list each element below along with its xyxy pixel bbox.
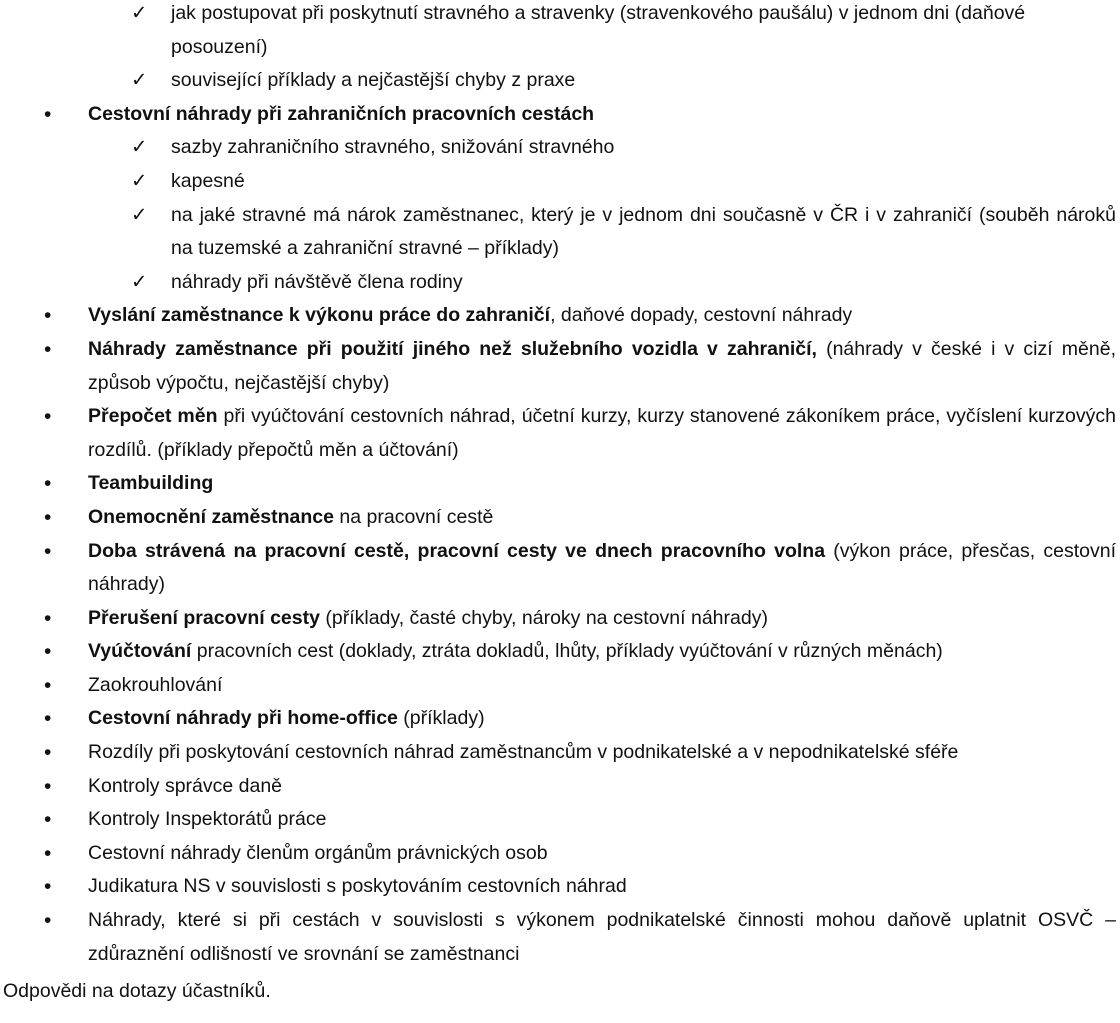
bullet-item-text: Kontroly správce daně [88, 774, 283, 797]
bullet-item [0, 467, 1120, 501]
check-item [0, 199, 1120, 266]
bullet-icon: • [44, 875, 52, 899]
bullet-icon: • [44, 841, 52, 865]
bullet-item [0, 333, 1120, 400]
bullet-item-text: Zaokrouhlování [88, 673, 223, 696]
bullet-item [0, 602, 1120, 636]
bullet-item [0, 400, 1120, 467]
bullet-item-text: (příklady, časté chyby, nároky na cestovní náhrady) [319, 606, 768, 629]
bullet-item-bold: Cestovní náhrady při home-office [88, 707, 398, 730]
bullet-item [0, 904, 1120, 971]
bullet-item-text: Cestovní náhrady členům orgánům právnických osob [88, 841, 548, 864]
bullet-icon: • [44, 808, 52, 832]
bullet-item-text: , daňové dopady, cestovní náhrady [550, 304, 853, 327]
bullet-icon: • [44, 640, 52, 664]
check-item-text: související příklady a nejčastější chyby z praxe [171, 69, 576, 92]
bullet-item-text: pracovních cest (doklady, ztráta dokladů, lhůty, příklady vyúčtování v různých měnách) [191, 640, 943, 663]
bullet-item-text: (náhrady v české i v cizí měně, způsob výpočtu, nejčastější chyby) [88, 337, 1116, 394]
bullet-item-bold: Přepočet měn [88, 405, 218, 428]
check-item-text: na jaké stravné má nárok zaměstnanec, který je v jednom dni současně v ČR i v zahraničí (souběh nároků na tuzemské a zahraniční stravné – příklady) [171, 203, 1116, 260]
bullet-item [0, 702, 1120, 736]
bullet-icon: • [44, 707, 52, 731]
bullet-item-bold: Vyslání zaměstnance k výkonu práce do zahraničí [88, 304, 551, 327]
bullet-item [0, 98, 1120, 132]
check-item-text: jak postupovat při poskytnutí stravného a stravenky (stravenkového paušálu) v jednom dni (daňové posouzení) [171, 2, 1026, 58]
bullet-icon: • [44, 337, 52, 361]
bullet-item-text: Judikatura NS v souvislosti s poskytováním cestovních náhrad [88, 875, 627, 898]
bullet-item [0, 635, 1120, 669]
bullet-item [0, 770, 1120, 804]
bullet-item-bold: Cestovní náhrady při zahraničních pracovních cestách [88, 102, 595, 125]
bullet-icon: • [44, 909, 52, 933]
bullet-item-bold: Vyúčtování [88, 640, 192, 663]
bullet-item [0, 803, 1120, 837]
check-item [0, 64, 1120, 98]
bullet-item-text: na pracovní cestě [334, 505, 494, 528]
bullet-item [0, 837, 1120, 871]
checkmark-icon: ✓ [131, 169, 148, 192]
bullet-icon: • [44, 673, 52, 697]
checkmark-icon: ✓ [131, 2, 148, 24]
bullet-item [0, 669, 1120, 703]
check-item [0, 0, 1120, 64]
bullet-item-text: (výkon práce, přesčas, cestovní náhrady) [88, 539, 1116, 596]
bullet-icon: • [44, 774, 52, 798]
bullet-item [0, 501, 1120, 535]
bullet-item-text: (příklady) [397, 707, 485, 730]
bullet-icon: • [44, 405, 52, 429]
bullet-icon: • [44, 472, 52, 496]
bullet-item-bold: Teambuilding [88, 472, 214, 495]
bullet-item-bold: Přerušení pracovní cesty [88, 606, 320, 629]
bullet-item [0, 535, 1120, 602]
check-item [0, 266, 1120, 300]
bullet-item-bold: Onemocnění zaměstnance [88, 505, 334, 528]
checkmark-icon: ✓ [131, 270, 148, 293]
check-item-text: sazby zahraničního stravného, snižování stravného [171, 136, 615, 159]
check-item-text: náhrady při návštěvě člena rodiny [171, 270, 463, 293]
check-item-text: kapesné [171, 169, 245, 192]
checkmark-icon: ✓ [131, 203, 148, 226]
bullet-icon: • [44, 606, 52, 630]
bullet-icon: • [44, 741, 52, 765]
bullet-item-text: při vyúčtování cestovních náhrad, účetní kurzy, kurzy stanovené zákoníkem práce, vyčíslení kurzových rozdílů. (příklady přepočtů měn a účtování) [88, 405, 1116, 461]
check-item [0, 131, 1120, 165]
bullet-item-bold: Náhrady zaměstnance při použití jiného než služebního vozidla v zahraničí, [88, 337, 817, 360]
bullet-icon: • [44, 505, 52, 529]
checkmark-icon: ✓ [131, 69, 148, 92]
bullet-icon: • [44, 102, 52, 126]
check-item [0, 165, 1120, 199]
bullet-item-text: Rozdíly při poskytování cestovních náhrad zaměstnancům v podnikatelské a v nepodnikatelské sféře [88, 741, 959, 764]
bullet-item-bold: Doba strávená na pracovní cestě, pracovní cesty ve dnech pracovního volna [88, 539, 826, 562]
bullet-item-text: Náhrady, které si při cestách v souvislosti s výkonem podnikatelské činnosti mohou daňově uplatnit OSVČ – zdůraznění odlišností ve srovnání se zaměstnanci [88, 909, 1116, 965]
bullet-icon: • [44, 304, 52, 328]
bullet-item [0, 870, 1120, 904]
bullet-item-text: Kontroly Inspektorátů práce [88, 808, 327, 831]
bullet-icon: • [44, 539, 52, 563]
closing-paragraph: Odpovědi na dotazy účastníků. [3, 980, 271, 1003]
bullet-item [0, 736, 1120, 770]
checkmark-icon: ✓ [131, 136, 148, 159]
bullet-item [0, 299, 1120, 333]
